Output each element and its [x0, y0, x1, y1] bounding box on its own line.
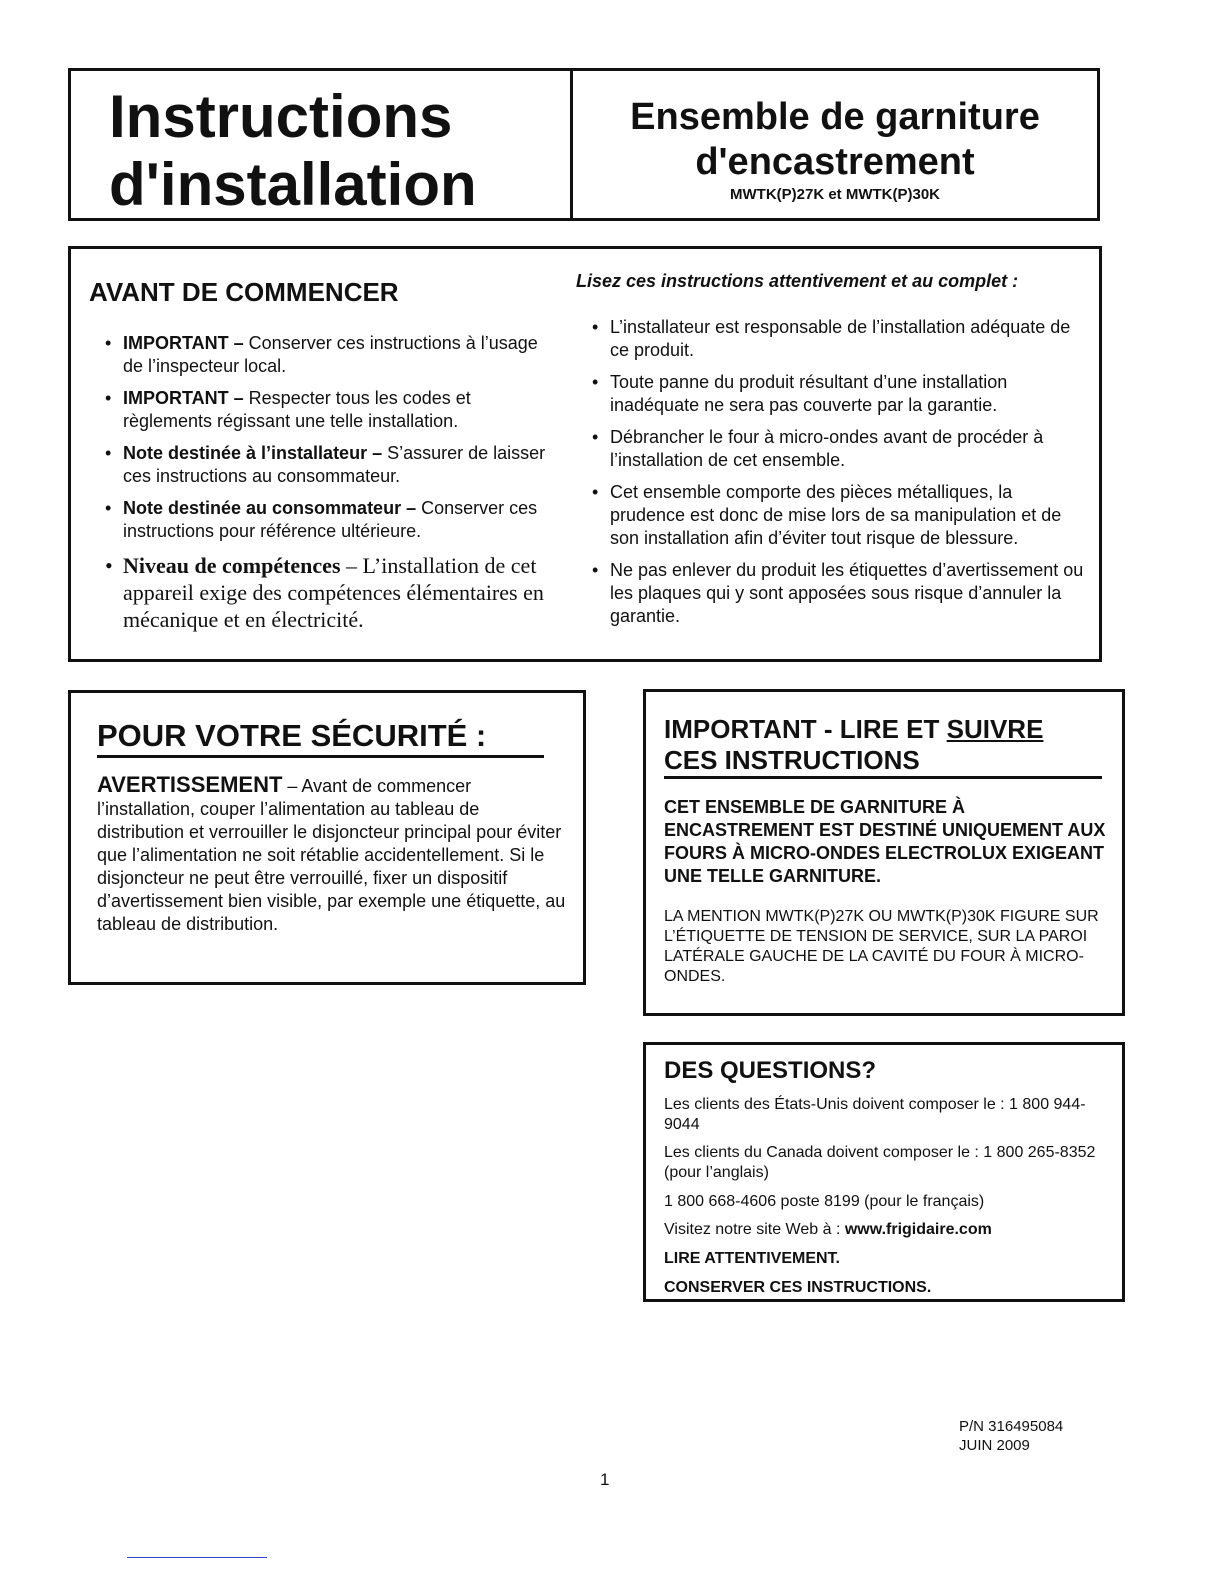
keep-instructions: CONSERVER CES INSTRUCTIONS.: [664, 1279, 932, 1296]
title-line2: d'installation: [109, 151, 477, 218]
important-model-text: LA MENTION MWTK(P)27K OU MWTK(P)30K FIGURE SUR L’ÉTIQUETTE DE TENSION DE SERVICE, SUR LA PAROI LATÉRALE GAUCHE DE LA CAVITÉ DU FOUR À MICRO-ONDES.: [664, 908, 1099, 985]
list-item: • L’installateur est responsable de l’installation adéquate de ce produit.: [576, 316, 1086, 362]
list-item: • Débrancher le four à micro-ondes avant de procéder à l’installation de cet ensemble.: [576, 426, 1086, 472]
safety-heading: POUR VOTRE SÉCURITÉ :: [97, 717, 544, 758]
safety-box: [68, 690, 586, 985]
list-item: • Toute panne du produit résultant d’une installation inadéquate ne sera pas couverte par la garantie.: [576, 371, 1086, 417]
before-right-list: [576, 316, 1086, 628]
warning-text: – Avant de commencer l’installation, couper l’alimentation au tableau de distribution et verrouiller le disjoncteur principal pour éviter que l’alimentation ne soit rétablie accidentellement. Si le disjoncteur ne peut être verrouillé, fixer un dispositif d’avertissement bien visible, par exemple une étiquette, au tableau de distribution.: [97, 776, 566, 934]
canada-phone: Les clients du Canada doivent composer le : 1 800 265-8352 (pour l’anglais): [664, 1144, 1096, 1181]
website-link[interactable]: www.frigidaire.com: [844, 1221, 992, 1238]
safety-warning: [97, 773, 567, 936]
important-bold-text: CET ENSEMBLE DE GARNITURE À ENCASTREMENT EST DESTINÉ UNIQUEMENT AUX FOURS À MICRO-ONDES ELECTROLUX EXIGEANT UNE TELLE GARNITURE.: [664, 797, 1106, 886]
part-number: P/N 316495084: [959, 1418, 1064, 1435]
model-numbers: MWTK(P)27K et MWTK(P)30K: [730, 186, 940, 203]
document-title: [109, 83, 477, 219]
questions-heading: DES QUESTIONS?: [664, 1057, 877, 1084]
read-instructions-intro: Lisez ces instructions attentivement et au complet :: [576, 271, 1019, 291]
before-right-column: [576, 271, 1086, 628]
publication-date: JUIN 2009: [959, 1437, 1030, 1454]
list-item: • Cet ensemble comporte des pièces métalliques, la prudence est donc de mise lors de sa manipulation et de son installation afin d’éviter tout risque de blessure.: [576, 481, 1086, 550]
product-title: [573, 95, 1097, 203]
before-left-column: [89, 277, 559, 633]
before-left-list: [89, 332, 559, 633]
footer-rule: [127, 1557, 267, 1558]
website-line: Visitez notre site Web à : www.frigidaire.com: [664, 1221, 992, 1238]
product-line1: Ensemble de garniture: [630, 96, 1040, 138]
important-box: [643, 689, 1125, 1016]
list-item: • Ne pas enlever du produit les étiquettes d’avertissement ou les plaques qui y sont apposées sous risque d’annuler la garantie.: [576, 559, 1086, 628]
us-phone: Les clients des États-Unis doivent composer le : 1 800 944-9044: [664, 1096, 1086, 1133]
list-item: • Niveau de compétences – L’installation de cet appareil exige des compétences élémentaires en mécanique et en électricité.: [89, 552, 559, 633]
list-item: • Note destinée à l’installateur – S’assurer de laisser ces instructions au consommateur.: [89, 442, 559, 488]
header-box: [68, 68, 1100, 221]
part-number-block: [959, 1417, 1063, 1455]
list-item: • IMPORTANT – Conserver ces instructions à l’usage de l’inspecteur local.: [89, 332, 559, 378]
questions-box: [643, 1042, 1125, 1302]
warning-label: AVERTISSEMENT: [97, 772, 283, 797]
before-heading: AVANT DE COMMENCER: [89, 277, 399, 307]
important-heading: IMPORTANT - LIRE ET SUIVRE CES INSTRUCTIONS: [664, 714, 1102, 779]
title-line1: Instructions: [109, 83, 453, 150]
french-phone: 1 800 668-4606 poste 8199 (pour le français): [664, 1193, 985, 1210]
before-you-begin-box: [68, 246, 1102, 662]
list-item: • IMPORTANT – Respecter tous les codes et règlements régissant une telle installation.: [89, 387, 559, 433]
list-item: • Note destinée au consommateur – Conserver ces instructions pour référence ultérieure.: [89, 497, 559, 543]
page-number: 1: [600, 1470, 610, 1489]
product-line2: d'encastrement: [695, 141, 975, 183]
read-carefully: LIRE ATTENTIVEMENT.: [664, 1250, 840, 1267]
